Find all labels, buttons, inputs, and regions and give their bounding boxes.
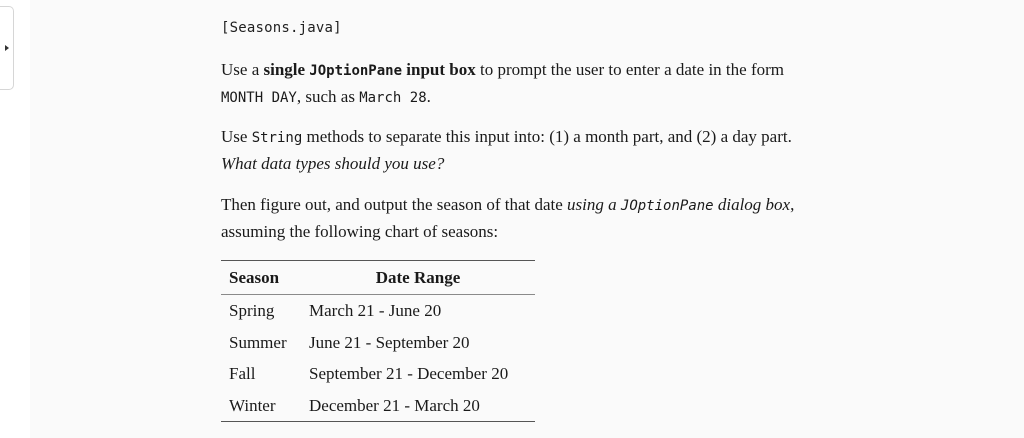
text: , such as (296, 87, 360, 106)
text: methods to separate this input into: (1) a month part, and (2) a day part. (302, 127, 792, 146)
bold-text: single (263, 60, 310, 79)
text: Use (221, 127, 252, 146)
code-text: JOptionPane (620, 198, 714, 214)
italic-text: What data types should you use? (221, 154, 445, 173)
bold-text: input box (402, 60, 476, 79)
code-text: String (251, 130, 303, 146)
season-cell: Summer (229, 332, 287, 352)
table-row (221, 358, 535, 390)
expand-arrow-icon (5, 45, 9, 51)
table-body (221, 295, 535, 422)
left-gutter (0, 0, 30, 438)
table-row (221, 295, 535, 327)
season-cell: Winter (229, 395, 276, 415)
table-header-row (221, 261, 535, 295)
date-range-cell: June 21 - September 20 (309, 332, 470, 352)
date-range-cell: March 21 - June 20 (309, 301, 442, 321)
filename-label: [Seasons.java] (221, 20, 342, 36)
table-row (221, 327, 535, 359)
table-row (221, 390, 535, 422)
text: Use a (221, 60, 264, 79)
date-range-cell: December 21 - March 20 (309, 395, 480, 415)
text: . (426, 87, 431, 106)
code-text: JOptionPane (309, 63, 403, 79)
code-text: March 28 (359, 90, 427, 106)
instruction-paragraph-2 (221, 124, 821, 176)
italic-text: using a (567, 195, 621, 214)
text: to prompt the user to enter a date in the form (475, 60, 784, 79)
sidebar-toggle-button[interactable] (0, 6, 14, 90)
italic-text: dialog box (713, 195, 791, 214)
column-header-season: Season (229, 268, 280, 287)
season-cell: Fall (229, 364, 256, 384)
season-cell: Spring (229, 301, 275, 321)
date-range-cell: September 21 - December 20 (309, 364, 509, 384)
text: Then figure out, and output the season of that date (221, 195, 568, 214)
column-header-date-range: Date Range (375, 268, 461, 287)
text: , assuming the following chart of seasons: (221, 195, 795, 241)
seasons-table (221, 260, 535, 422)
instruction-paragraph-1 (221, 57, 821, 111)
table-header (221, 261, 535, 295)
code-text: MONTH DAY (221, 90, 297, 106)
instruction-paragraph-3 (221, 192, 821, 244)
